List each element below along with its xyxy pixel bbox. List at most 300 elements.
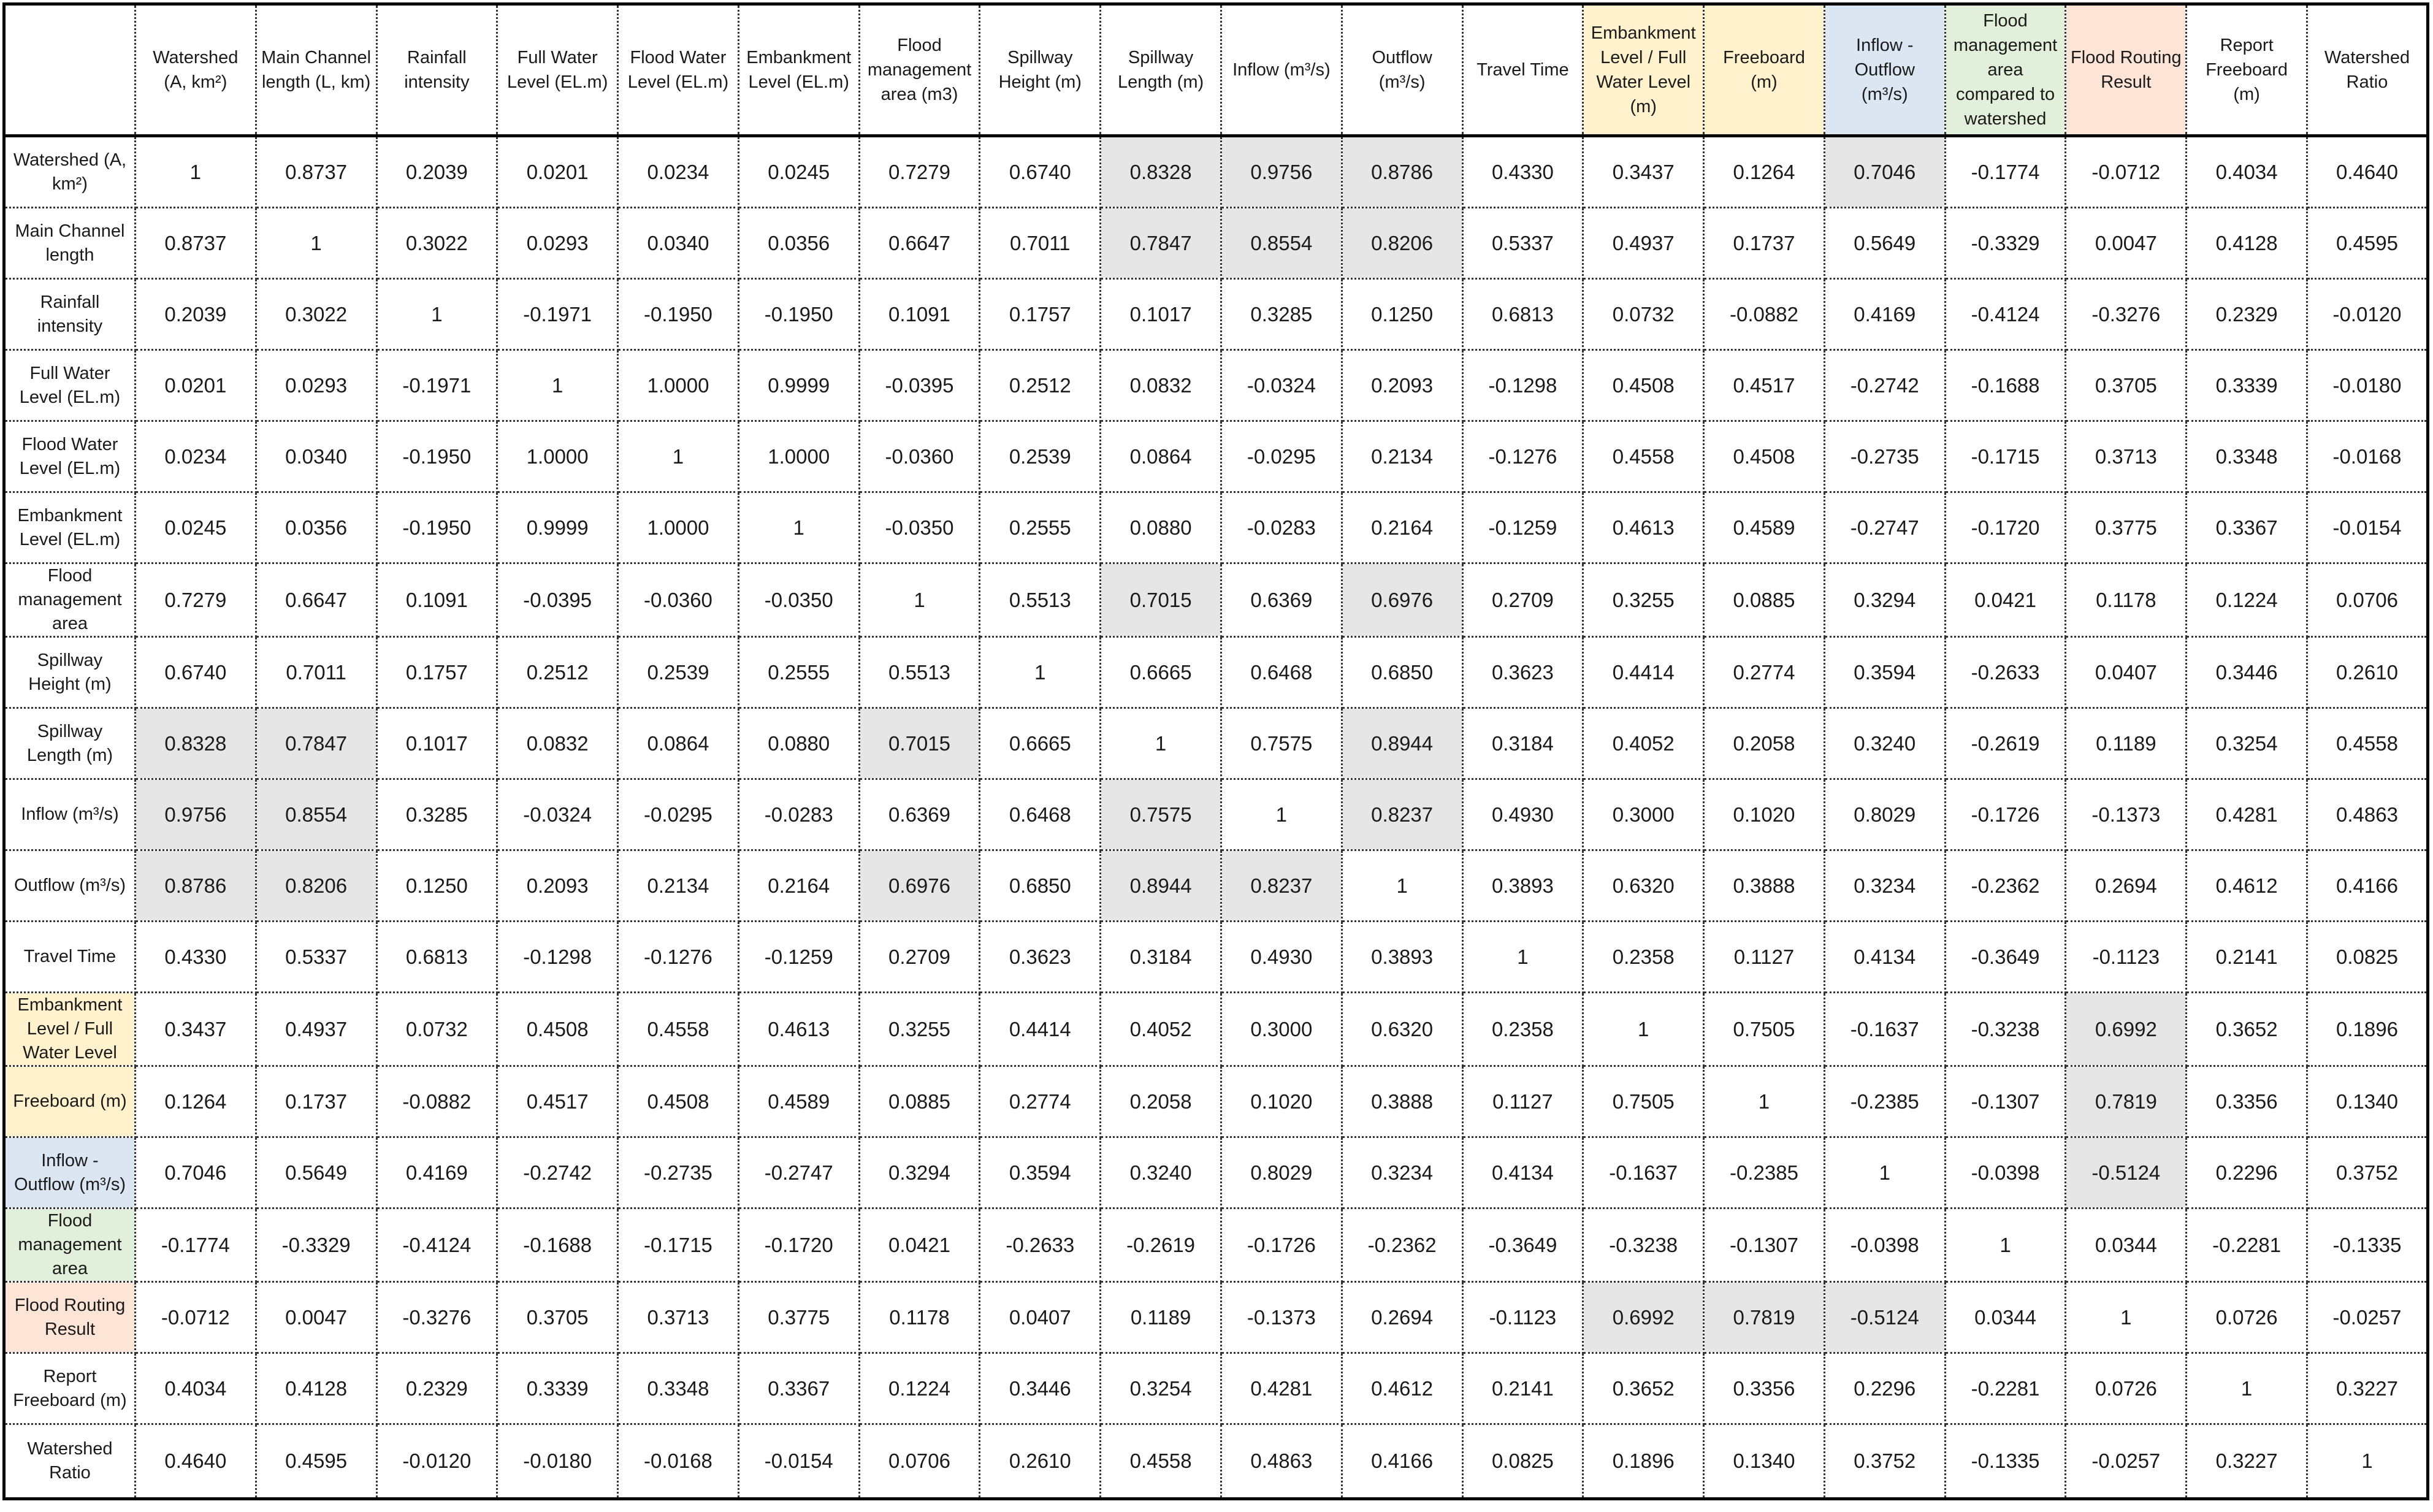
- correlation-cell: -0.3649: [1462, 1208, 1583, 1282]
- column-header-flood-water-level: Flood Water Level (EL.m): [618, 4, 739, 136]
- correlation-cell: 0.0356: [256, 492, 376, 563]
- correlation-cell: 0.3254: [2187, 708, 2307, 779]
- correlation-cell: 0.0293: [256, 350, 376, 421]
- correlation-cell: 0.4034: [135, 1353, 256, 1424]
- table-row: [4, 850, 2428, 922]
- correlation-cell: -0.1950: [618, 279, 739, 350]
- correlation-cell: 0.2610: [2307, 637, 2428, 708]
- correlation-cell: 0.4330: [1462, 136, 1583, 208]
- correlation-cell: -0.0257: [2066, 1424, 2187, 1499]
- correlation-cell: 0.2539: [980, 421, 1101, 492]
- correlation-cell: -0.0120: [2307, 279, 2428, 350]
- correlation-cell: 0.6665: [1101, 637, 1221, 708]
- correlation-cell: 0.3888: [1704, 850, 1825, 922]
- correlation-cell: 0.3184: [1462, 708, 1583, 779]
- correlation-cell: 0.3348: [2187, 421, 2307, 492]
- correlation-cell: 1: [1101, 708, 1221, 779]
- correlation-cell: 0.9999: [738, 350, 859, 421]
- correlation-cell: -0.0283: [1221, 492, 1342, 563]
- correlation-cell: 0.2141: [1462, 1353, 1583, 1424]
- correlation-cell: 0.8029: [1221, 1137, 1342, 1208]
- correlation-cell: 0.4281: [1221, 1353, 1342, 1424]
- correlation-cell: 1.0000: [618, 350, 739, 421]
- correlation-cell: 0.6850: [980, 850, 1101, 922]
- correlation-cell: 0.0407: [980, 1282, 1101, 1353]
- row-header-watershed: Watershed (A, km²): [4, 136, 136, 208]
- table-row: [4, 279, 2428, 350]
- table-row: [4, 922, 2428, 993]
- correlation-cell: -0.0395: [497, 563, 618, 637]
- correlation-cell: 0.6740: [135, 637, 256, 708]
- table-row: [4, 208, 2428, 279]
- correlation-cell: 0.3594: [1824, 637, 1945, 708]
- correlation-cell: 0.2164: [1342, 492, 1462, 563]
- correlation-cell: 0.6647: [256, 563, 376, 637]
- correlation-cell: 0.7847: [1101, 208, 1221, 279]
- correlation-cell: 0.7046: [1824, 136, 1945, 208]
- correlation-cell: 0.8944: [1101, 850, 1221, 922]
- correlation-cell: 0.3356: [1704, 1353, 1825, 1424]
- correlation-cell: 0.8944: [1342, 708, 1462, 779]
- table-row: [4, 492, 2428, 563]
- correlation-cell: -0.2362: [1342, 1208, 1462, 1282]
- correlation-cell: -0.3649: [1945, 922, 2066, 993]
- column-header-flood-management-area-ratio: Flood management area compared to watershed: [1945, 4, 2066, 136]
- correlation-cell: 0.2093: [1342, 350, 1462, 421]
- correlation-cell: 0.4128: [256, 1353, 376, 1424]
- correlation-cell: 0.1896: [2307, 993, 2428, 1066]
- correlation-cell: 0.6992: [2066, 993, 2187, 1066]
- column-header-report-freeboard: Report Freeboard (m): [2187, 4, 2307, 136]
- correlation-cell: 0.4595: [2307, 208, 2428, 279]
- correlation-cell: 0.0880: [738, 708, 859, 779]
- table-row: [4, 1208, 2428, 1282]
- correlation-cell: 0.2512: [980, 350, 1101, 421]
- correlation-cell: 0.4613: [738, 993, 859, 1066]
- correlation-cell: -0.0360: [859, 421, 980, 492]
- correlation-cell: 0.1020: [1704, 779, 1825, 850]
- correlation-cell: -0.3276: [2066, 279, 2187, 350]
- correlation-cell: 0.4589: [738, 1066, 859, 1137]
- correlation-cell: -0.0295: [1221, 421, 1342, 492]
- correlation-cell: 0.1264: [135, 1066, 256, 1137]
- correlation-cell: 0.0832: [497, 708, 618, 779]
- correlation-cell: 0.7011: [256, 637, 376, 708]
- correlation-cell: 1: [2187, 1353, 2307, 1424]
- correlation-cell: 0.1264: [1704, 136, 1825, 208]
- correlation-cell: -0.0180: [2307, 350, 2428, 421]
- correlation-cell: 0.4169: [376, 1137, 497, 1208]
- correlation-cell: 0.8554: [1221, 208, 1342, 279]
- correlation-cell: 0.2694: [2066, 850, 2187, 922]
- correlation-cell: 0.0293: [497, 208, 618, 279]
- correlation-cell: 0.4281: [2187, 779, 2307, 850]
- correlation-cell: 0.0047: [256, 1282, 376, 1353]
- correlation-cell: -0.1774: [135, 1208, 256, 1282]
- correlation-cell: 0.3022: [256, 279, 376, 350]
- column-header-embankment-level: Embankment Level (EL.m): [738, 4, 859, 136]
- correlation-cell: 0.6976: [859, 850, 980, 922]
- correlation-cell: 0.4052: [1583, 708, 1704, 779]
- correlation-cell: 0.1340: [1704, 1424, 1825, 1499]
- correlation-cell: -0.1259: [738, 922, 859, 993]
- correlation-cell: 0.8206: [1342, 208, 1462, 279]
- correlation-cell: 0.4613: [1583, 492, 1704, 563]
- correlation-cell: -0.1123: [2066, 922, 2187, 993]
- column-header-freeboard: Freeboard (m): [1704, 4, 1825, 136]
- correlation-cell: 0.0201: [497, 136, 618, 208]
- correlation-cell: 0.4508: [497, 993, 618, 1066]
- correlation-cell: 0.4937: [1583, 208, 1704, 279]
- correlation-cell: -0.1637: [1583, 1137, 1704, 1208]
- correlation-cell: 0.1757: [376, 637, 497, 708]
- correlation-cell: 0.6813: [376, 922, 497, 993]
- correlation-cell: 0.0825: [1462, 1424, 1583, 1499]
- correlation-cell: 0.1091: [859, 279, 980, 350]
- correlation-cell: 0.0407: [2066, 637, 2187, 708]
- correlation-cell: 1: [497, 350, 618, 421]
- correlation-cell: 0.4508: [1704, 421, 1825, 492]
- correlation-cell: 0.0340: [256, 421, 376, 492]
- correlation-cell: 0.8206: [256, 850, 376, 922]
- correlation-cell: 0.4863: [1221, 1424, 1342, 1499]
- correlation-cell: 0.1189: [1101, 1282, 1221, 1353]
- table-row: [4, 637, 2428, 708]
- correlation-cell: 0.0732: [1583, 279, 1704, 350]
- correlation-cell: 0.4612: [2187, 850, 2307, 922]
- correlation-cell: 0.2358: [1462, 993, 1583, 1066]
- correlation-cell: 1: [1704, 1066, 1825, 1137]
- correlation-cell: -0.0154: [738, 1424, 859, 1499]
- correlation-cell: 0.6976: [1342, 563, 1462, 637]
- correlation-cell: 0.2039: [376, 136, 497, 208]
- correlation-cell: 0.7819: [1704, 1282, 1825, 1353]
- correlation-cell: 0.0706: [2307, 563, 2428, 637]
- correlation-cell: 0.7575: [1221, 708, 1342, 779]
- correlation-cell: 0.3893: [1462, 850, 1583, 922]
- correlation-cell: -0.2619: [1945, 708, 2066, 779]
- correlation-cell: -0.2633: [980, 1208, 1101, 1282]
- correlation-cell: 0.0706: [859, 1424, 980, 1499]
- row-header-full-water-level: Full Water Level (EL.m): [4, 350, 136, 421]
- correlation-cell: -0.0154: [2307, 492, 2428, 563]
- correlation-cell: 1: [1462, 922, 1583, 993]
- correlation-cell: 0.0356: [738, 208, 859, 279]
- column-header-embankment-full-water-level: Embankment Level / Full Water Level (m): [1583, 4, 1704, 136]
- correlation-cell: 0.7279: [135, 563, 256, 637]
- correlation-cell: 0.0885: [859, 1066, 980, 1137]
- row-header-rainfall-intensity: Rainfall intensity: [4, 279, 136, 350]
- correlation-cell: -0.1715: [618, 1208, 739, 1282]
- correlation-cell: -0.0395: [859, 350, 980, 421]
- correlation-cell: 1: [738, 492, 859, 563]
- correlation-cell: 0.8554: [256, 779, 376, 850]
- correlation-cell: -0.3329: [256, 1208, 376, 1282]
- correlation-cell: -0.4124: [1945, 279, 2066, 350]
- row-header-flood-management-area: Flood management area: [4, 563, 136, 637]
- correlation-cell: 0.0726: [2066, 1353, 2187, 1424]
- correlation-cell: -0.0398: [1824, 1208, 1945, 1282]
- correlation-cell: 0.3705: [2066, 350, 2187, 421]
- correlation-cell: 1: [859, 563, 980, 637]
- correlation-cell: 0.2555: [980, 492, 1101, 563]
- correlation-cell: 0.1250: [1342, 279, 1462, 350]
- correlation-cell: 0.3775: [738, 1282, 859, 1353]
- correlation-cell: -0.1726: [1945, 779, 2066, 850]
- correlation-cell: 0.3234: [1342, 1137, 1462, 1208]
- correlation-cell: 1.0000: [497, 421, 618, 492]
- correlation-cell: -0.3238: [1583, 1208, 1704, 1282]
- correlation-cell: 0.6468: [1221, 637, 1342, 708]
- correlation-cell: 0.4128: [2187, 208, 2307, 279]
- correlation-cell: 0.2774: [980, 1066, 1101, 1137]
- correlation-cell: -0.1307: [1704, 1208, 1825, 1282]
- table-row: [4, 993, 2428, 1066]
- correlation-matrix-table: [2, 2, 2429, 1500]
- correlation-cell: 0.3356: [2187, 1066, 2307, 1137]
- correlation-cell: -0.2362: [1945, 850, 2066, 922]
- correlation-cell: 1: [1342, 850, 1462, 922]
- correlation-cell: -0.1637: [1824, 993, 1945, 1066]
- column-header-watershed-ratio: Watershed Ratio: [2307, 4, 2428, 136]
- column-header-spillway-height: Spillway Height (m): [980, 4, 1101, 136]
- correlation-cell: 0.2164: [738, 850, 859, 922]
- table-row: [4, 136, 2428, 208]
- correlation-cell: 0.2093: [497, 850, 618, 922]
- correlation-cell: 0.3294: [859, 1137, 980, 1208]
- correlation-cell: 0.3713: [2066, 421, 2187, 492]
- correlation-cell: -0.2735: [1824, 421, 1945, 492]
- correlation-cell: 1: [1824, 1137, 1945, 1208]
- correlation-cell: 0.2329: [376, 1353, 497, 1424]
- correlation-cell: -0.2742: [1824, 350, 1945, 421]
- correlation-cell: 0.5337: [256, 922, 376, 993]
- correlation-cell: 0.0344: [1945, 1282, 2066, 1353]
- column-header-flood-routing-result: Flood Routing Result: [2066, 4, 2187, 136]
- correlation-cell: -0.0324: [1221, 350, 1342, 421]
- correlation-cell: -0.0180: [497, 1424, 618, 1499]
- correlation-cell: -0.1373: [1221, 1282, 1342, 1353]
- table-row: [4, 1424, 2428, 1499]
- correlation-cell: 0.7046: [135, 1137, 256, 1208]
- correlation-cell: -0.1276: [1462, 421, 1583, 492]
- correlation-cell: -0.1335: [1945, 1424, 2066, 1499]
- correlation-cell: -0.1715: [1945, 421, 2066, 492]
- correlation-cell: 0.1250: [376, 850, 497, 922]
- correlation-cell: 0.3000: [1583, 779, 1704, 850]
- correlation-cell: 0.0201: [135, 350, 256, 421]
- correlation-cell: 0.3446: [980, 1353, 1101, 1424]
- column-header-main-channel-length: Main Channel length (L, km): [256, 4, 376, 136]
- column-header-inflow-outflow: Inflow - Outflow (m³/s): [1824, 4, 1945, 136]
- correlation-cell: 0.7505: [1704, 993, 1825, 1066]
- correlation-cell: 0.3367: [2187, 492, 2307, 563]
- correlation-cell: 1.0000: [738, 421, 859, 492]
- correlation-cell: 0.1020: [1221, 1066, 1342, 1137]
- correlation-cell: -0.1971: [376, 350, 497, 421]
- correlation-cell: 0.2058: [1101, 1066, 1221, 1137]
- correlation-cell: 0.3184: [1101, 922, 1221, 993]
- correlation-cell: 0.3339: [497, 1353, 618, 1424]
- column-header-full-water-level: Full Water Level (EL.m): [497, 4, 618, 136]
- correlation-cell: -0.0283: [738, 779, 859, 850]
- column-header-watershed: Watershed (A, km²): [135, 4, 256, 136]
- correlation-cell: 0.4134: [1462, 1137, 1583, 1208]
- correlation-cell: 0.4508: [618, 1066, 739, 1137]
- corner-cell: [4, 4, 136, 136]
- correlation-cell: 0.7015: [1101, 563, 1221, 637]
- correlation-cell: 0.8237: [1221, 850, 1342, 922]
- correlation-cell: -0.0120: [376, 1424, 497, 1499]
- correlation-cell: 0.7015: [859, 708, 980, 779]
- correlation-cell: -0.2385: [1704, 1137, 1825, 1208]
- correlation-cell: 0.4414: [980, 993, 1101, 1066]
- correlation-cell: 0.8237: [1342, 779, 1462, 850]
- correlation-cell: 0.4517: [1704, 350, 1825, 421]
- correlation-cell: 1: [2066, 1282, 2187, 1353]
- correlation-cell: 0.0245: [135, 492, 256, 563]
- correlation-cell: 0.3652: [2187, 993, 2307, 1066]
- correlation-cell: 0.4937: [256, 993, 376, 1066]
- correlation-cell: 0.3255: [1583, 563, 1704, 637]
- correlation-cell: 0.0885: [1704, 563, 1825, 637]
- correlation-cell: 0.2329: [2187, 279, 2307, 350]
- correlation-cell: -0.0398: [1945, 1137, 2066, 1208]
- table-row: [4, 1353, 2428, 1424]
- correlation-cell: -0.0324: [497, 779, 618, 850]
- correlation-cell: -0.2742: [497, 1137, 618, 1208]
- correlation-cell: 1: [135, 136, 256, 208]
- correlation-cell: -0.3276: [376, 1282, 497, 1353]
- row-header-watershed-ratio: Watershed Ratio: [4, 1424, 136, 1499]
- table-row: [4, 563, 2428, 637]
- correlation-cell: 0.2694: [1342, 1282, 1462, 1353]
- correlation-cell: 0.3255: [859, 993, 980, 1066]
- table-row: [4, 708, 2428, 779]
- correlation-cell: 0.3446: [2187, 637, 2307, 708]
- table-row: [4, 1137, 2428, 1208]
- correlation-cell: 0.7011: [980, 208, 1101, 279]
- correlation-cell: -0.1307: [1945, 1066, 2066, 1137]
- correlation-cell: 0.0234: [618, 136, 739, 208]
- correlation-cell: 0.1127: [1462, 1066, 1583, 1137]
- correlation-cell: -0.1774: [1945, 136, 2066, 208]
- correlation-cell: -0.2633: [1945, 637, 2066, 708]
- correlation-cell: 0.8328: [1101, 136, 1221, 208]
- row-header-inflow: Inflow (m³/s): [4, 779, 136, 850]
- correlation-cell: -0.2747: [1824, 492, 1945, 563]
- correlation-cell: 0.1091: [376, 563, 497, 637]
- correlation-cell: 0.2296: [2187, 1137, 2307, 1208]
- correlation-cell: 0.1340: [2307, 1066, 2428, 1137]
- correlation-cell: -0.1726: [1221, 1208, 1342, 1282]
- row-header-travel-time: Travel Time: [4, 922, 136, 993]
- column-header-spillway-length: Spillway Length (m): [1101, 4, 1221, 136]
- correlation-cell: 0.1017: [1101, 279, 1221, 350]
- correlation-cell: 0.4558: [1101, 1424, 1221, 1499]
- correlation-cell: -0.1688: [1945, 350, 2066, 421]
- row-header-embankment-level: Embankment Level (EL.m): [4, 492, 136, 563]
- row-header-flood-routing-result: Flood Routing Result: [4, 1282, 136, 1353]
- correlation-cell: -0.0168: [618, 1424, 739, 1499]
- correlation-cell: 0.4640: [2307, 136, 2428, 208]
- correlation-cell: 0.4558: [1583, 421, 1704, 492]
- correlation-cell: 0.6647: [859, 208, 980, 279]
- correlation-cell: 0.1757: [980, 279, 1101, 350]
- table-row: [4, 1282, 2428, 1353]
- row-header-report-freeboard: Report Freeboard (m): [4, 1353, 136, 1424]
- correlation-cell: 0.2539: [618, 637, 739, 708]
- correlation-cell: 0.3623: [1462, 637, 1583, 708]
- correlation-cell: 0.6992: [1583, 1282, 1704, 1353]
- correlation-cell: 0.7279: [859, 136, 980, 208]
- correlation-cell: 0.3294: [1824, 563, 1945, 637]
- correlation-cell: 0.3713: [618, 1282, 739, 1353]
- correlation-cell: 0.6369: [859, 779, 980, 850]
- correlation-cell: -0.0712: [135, 1282, 256, 1353]
- correlation-cell: 0.0825: [2307, 922, 2428, 993]
- correlation-cell: 0.0245: [738, 136, 859, 208]
- correlation-cell: 0.2296: [1824, 1353, 1945, 1424]
- row-header-embankment-full-water-level: Embankment Level / Full Water Level: [4, 993, 136, 1066]
- correlation-cell: -0.1259: [1462, 492, 1583, 563]
- correlation-cell: 1: [256, 208, 376, 279]
- correlation-cell: -0.1950: [738, 279, 859, 350]
- correlation-cell: 0.2610: [980, 1424, 1101, 1499]
- correlation-cell: -0.1950: [376, 492, 497, 563]
- correlation-cell: 0.4558: [618, 993, 739, 1066]
- correlation-cell: 0.3652: [1583, 1353, 1704, 1424]
- row-header-flood-management-area-ratio: Flood management area: [4, 1208, 136, 1282]
- correlation-cell: 0.8737: [135, 208, 256, 279]
- correlation-cell: 0.0864: [1101, 421, 1221, 492]
- correlation-cell: 0.1737: [1704, 208, 1825, 279]
- correlation-cell: 0.3285: [376, 779, 497, 850]
- correlation-cell: -0.5124: [2066, 1137, 2187, 1208]
- correlation-cell: 0.5649: [256, 1137, 376, 1208]
- correlation-cell: -0.1373: [2066, 779, 2187, 850]
- correlation-cell: 0.4640: [135, 1424, 256, 1499]
- correlation-cell: -0.3238: [1945, 993, 2066, 1066]
- correlation-cell: 0.4595: [256, 1424, 376, 1499]
- correlation-cell: 0.2039: [135, 279, 256, 350]
- correlation-cell: 0.3437: [1583, 136, 1704, 208]
- correlation-cell: -0.0350: [859, 492, 980, 563]
- table-row: [4, 350, 2428, 421]
- correlation-cell: 0.1224: [2187, 563, 2307, 637]
- correlation-cell: -0.1298: [497, 922, 618, 993]
- correlation-cell: 0.9756: [135, 779, 256, 850]
- correlation-cell: 0.2774: [1704, 637, 1825, 708]
- correlation-cell: 1: [618, 421, 739, 492]
- correlation-cell: 0.5337: [1462, 208, 1583, 279]
- correlation-cell: 0.6813: [1462, 279, 1583, 350]
- correlation-cell: 0.0234: [135, 421, 256, 492]
- correlation-cell: 0.7505: [1583, 1066, 1704, 1137]
- correlation-cell: 0.6740: [980, 136, 1101, 208]
- correlation-cell: 0.3623: [980, 922, 1101, 993]
- correlation-cell: 0.6369: [1221, 563, 1342, 637]
- correlation-cell: 0.1224: [859, 1353, 980, 1424]
- row-header-inflow-outflow: Inflow - Outflow (m³/s): [4, 1137, 136, 1208]
- correlation-cell: 0.4930: [1221, 922, 1342, 993]
- correlation-cell: 0.6320: [1342, 993, 1462, 1066]
- correlation-cell: -0.0168: [2307, 421, 2428, 492]
- correlation-cell: 0.0732: [376, 993, 497, 1066]
- correlation-cell: 0.0344: [2066, 1208, 2187, 1282]
- correlation-cell: 0.3022: [376, 208, 497, 279]
- correlation-cell: -0.0360: [618, 563, 739, 637]
